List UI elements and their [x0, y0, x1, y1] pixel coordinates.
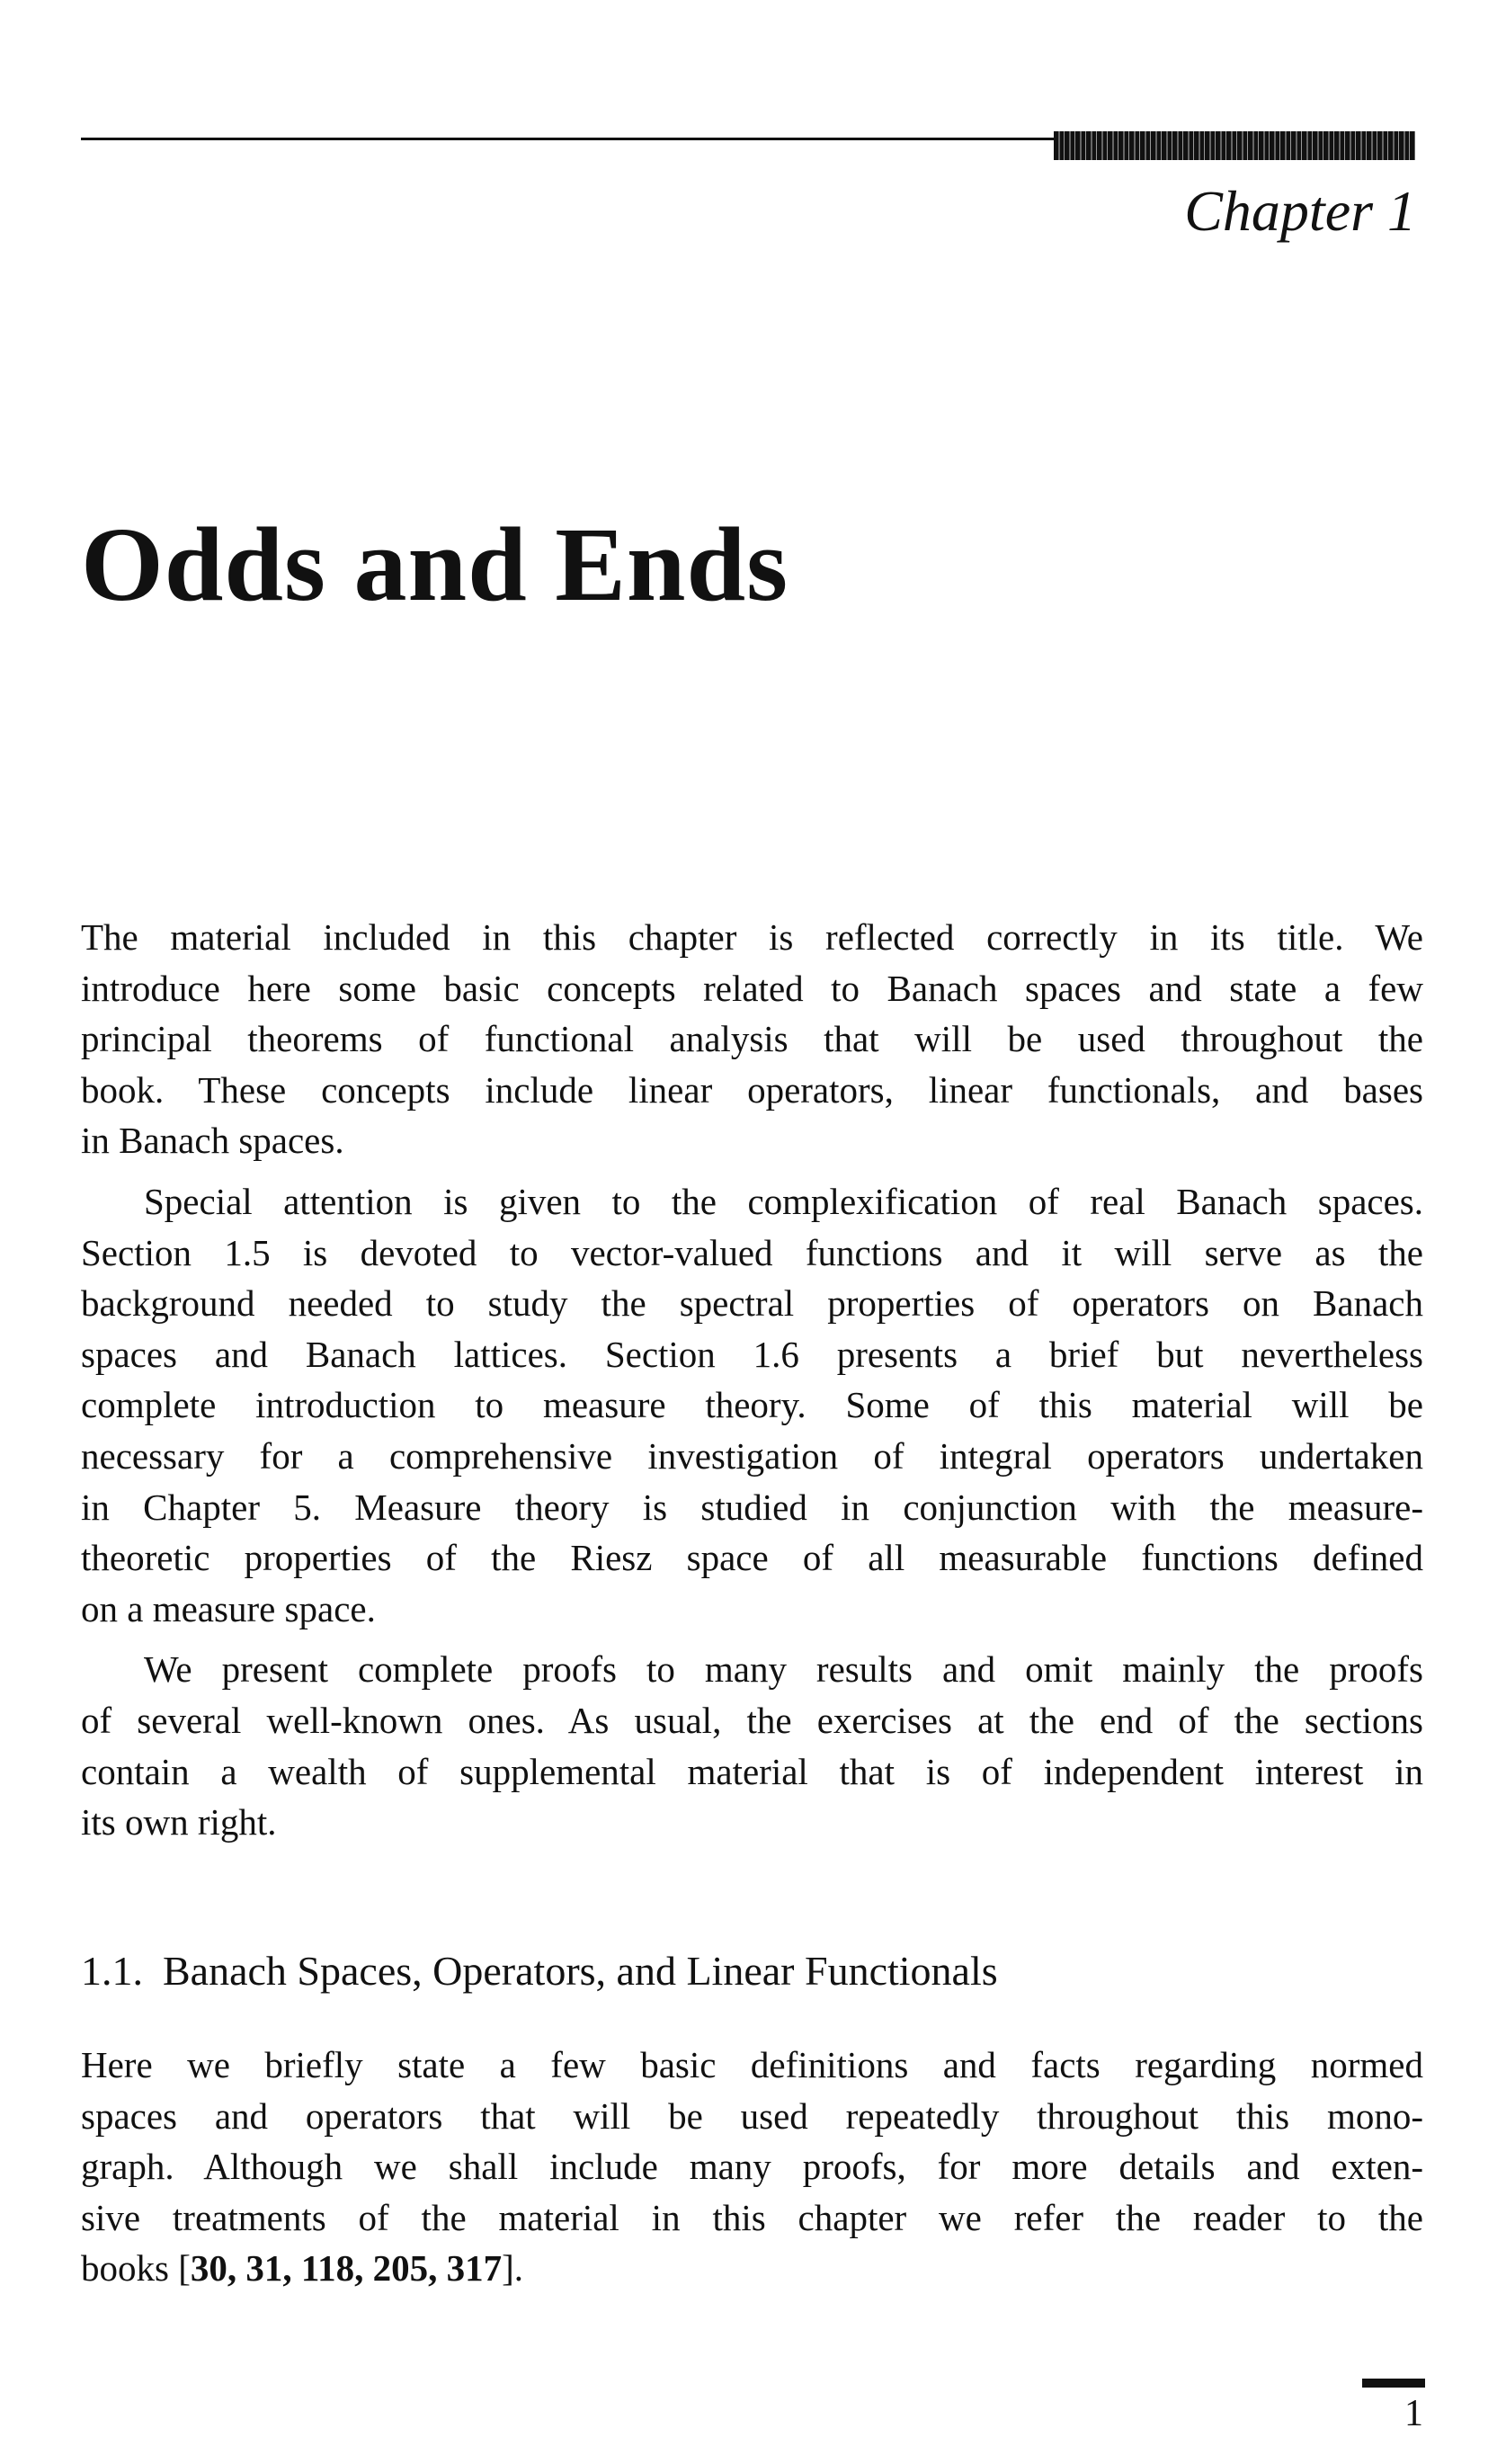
header-rule — [81, 138, 1056, 140]
paragraph-line — [81, 2243, 1423, 2294]
paragraph-line: in Chapter 5. Measure theory is studied in conjunction with the measure- — [81, 1486, 1423, 1528]
paragraph-line: in Banach spaces. — [81, 1120, 344, 1162]
chapter-title: Odds and Ends — [81, 505, 789, 623]
paragraph-line: of several well-known ones. As usual, the exercises at the end of the sections — [81, 1699, 1423, 1741]
footer-decorative-bar — [1362, 2379, 1425, 2388]
intro-text — [81, 912, 1423, 1858]
section-paragraph — [81, 2040, 1423, 2294]
paragraph-line: spaces and operators that will be used repeatedly throughout this mono- — [81, 2094, 1423, 2137]
page-number: 1 — [1404, 2393, 1423, 2434]
paragraph-line: background needed to study the spectral properties of operators on Banach — [81, 1282, 1423, 1325]
paragraph-line: Special attention is given to the complexification of real Banach spaces. — [144, 1180, 1423, 1222]
paragraph-line: Here we briefly state a few basic definitions and facts regarding normed — [81, 2044, 1423, 2085]
paragraph-line: spaces and Banach lattices. Section 1.6 presents a brief but nevertheless — [81, 1333, 1423, 1375]
section-title: Banach Spaces, Operators, and Linear Functionals — [163, 1948, 998, 1994]
paragraph-line: on a measure space. — [81, 1587, 376, 1629]
paragraph-line: We present complete proofs to many results and omit mainly the proofs — [144, 1648, 1423, 1691]
text-span: ]. — [502, 2247, 524, 2290]
chapter-label: Chapter 1 — [1184, 179, 1416, 243]
header-decorative-bar — [1054, 131, 1415, 160]
paragraph — [81, 912, 1423, 1166]
paragraph-line: its own right. — [81, 1801, 277, 1844]
paragraph — [81, 1644, 1423, 1847]
citation-references: 30, 31, 118, 205, 317 — [190, 2247, 503, 2290]
paragraph-line: graph. Although we shall include many proofs, for more details and exten- — [81, 2146, 1423, 2188]
paragraph-line: necessary for a comprehensive investigation of integral operators undertaken — [81, 1434, 1423, 1477]
paragraph-line: sive treatments of the material in this chapter we refer the reader to the — [81, 2196, 1423, 2238]
paragraph-line: The material included in this chapter is reflected correctly in its title. We — [81, 916, 1423, 958]
section-number: 1.1. — [81, 1948, 143, 1994]
paragraph-line: Section 1.5 is devoted to vector-valued functions and it will serve as the — [81, 1231, 1423, 1273]
paragraph-line: theoretic properties of the Riesz space of all measurable functions defined — [81, 1537, 1423, 1579]
text-span: books [ — [81, 2247, 191, 2290]
paragraph-line: introduce here some basic concepts related to Banach spaces and state a few — [81, 967, 1423, 1009]
paragraph-line: contain a wealth of supplemental material that is of independent interest in — [81, 1750, 1423, 1792]
paragraph-line: book. These concepts include linear operators, linear functionals, and bases — [81, 1068, 1423, 1111]
section-heading — [81, 1947, 998, 1995]
paragraph — [81, 1176, 1423, 1634]
paragraph-line: complete introduction to measure theory. Some of this material will be — [81, 1384, 1423, 1426]
paragraph-line: principal theorems of functional analysis that will be used throughout the — [81, 1018, 1423, 1060]
